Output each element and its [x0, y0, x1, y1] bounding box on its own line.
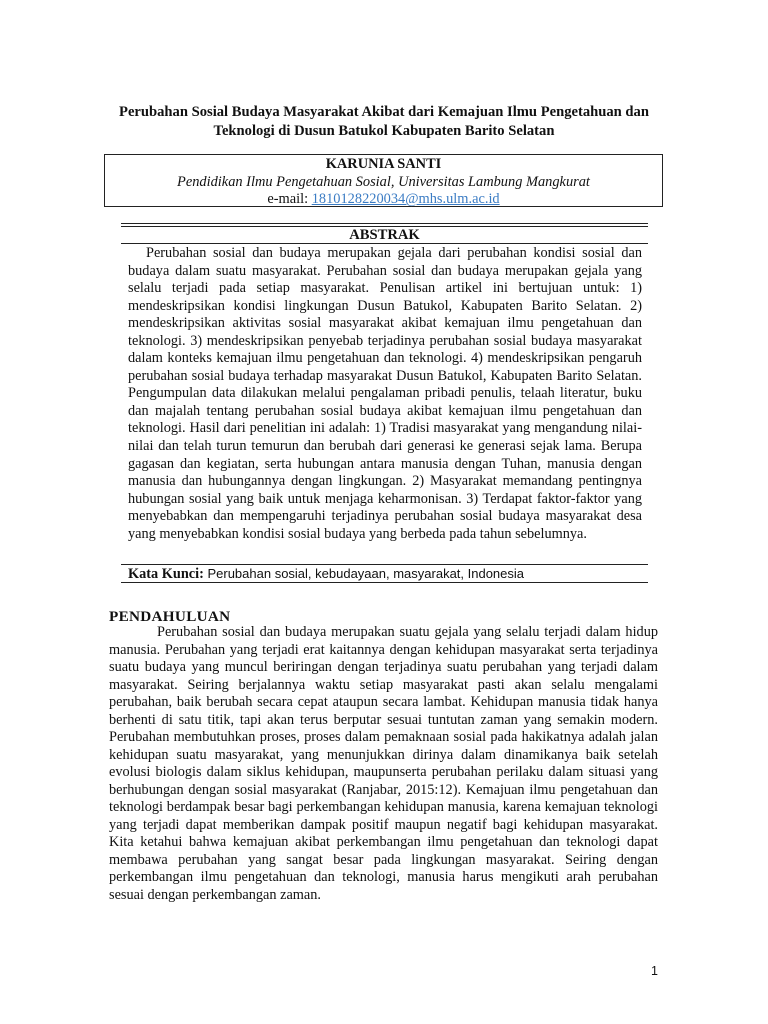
- keywords-bottom-rule: [121, 582, 648, 583]
- author-name: KARUNIA SANTI: [325, 156, 442, 172]
- abstract-body: Perubahan sosial dan budaya merupakan gejala dari perubahan kondisi sosial dan budaya dalam suatu masyarakat. Perubahan sosial dan budaya merupakan gejala yang selalu terjadi pada setiap masyarakat. Penulisan artikel ini bertujuan untuk: 1) mendeskripsikan kondisi lingkungan Dusun Batukol, Kabupaten Barito Selatan. 2) mendeskripsikan aktivitas sosial masyarakat akibat kemajuan ilmu pengetahuan dan teknologi. 3) mendeskripsikan penyebab terjadinya perubahan sosial budaya masyarakat dalam konteks kemajuan ilmu pengetahuan dan teknologi. 4) mendeskripsikan pengaruh perubahan sosial budaya terhadap masyarakat Dusun Batukol, Kabupaten Barito Selatan. Pengumpulan data dilakukan melalui pengalaman pribadi penulis, telaah literatur, buku dan majalah tentang perubahan sosial budaya akibat kemajuan ilmu pengetahuan dan teknologi. Hasil dari penelitian ini adalah: 1) Tradisi masyarakat yang mengandung nilai-nilai dan telah turun temurun dan berubah dari generasi ke generasi sejak lama. Berupa gagasan dan kegiatan, serta hubungan antara manusia dengan Tuhan, manusia dengan manusia dan hubungannya dengan lingkungan. 2) Masyarakat memandang pentingnya hubungan sosial yang baik untuk menjaga keharmonisan. 3) Terdapat faktor-faktor yang menyebabkan dan mempengaruhi terjadinya perubahan sosial budaya masyarakat desa yang menyebabkan kondisi sosial budaya yang berbeda pada tahun sebelumnya.: [128, 245, 642, 542]
- keywords-label: Kata Kunci:: [128, 566, 204, 582]
- abstract-heading: ABSTRAK: [349, 227, 420, 243]
- email-link[interactable]: 181012822003​4@mhs.ulm.ac.id: [311, 191, 500, 207]
- author-affiliation: Pendidikan Ilmu Pengetahuan Sosial, Universitas Lambung Mangkurat: [177, 173, 590, 190]
- author-email-line: [105, 191, 662, 209]
- section-heading-introduction: PENDAHULUAN: [109, 608, 231, 625]
- abstract-heading-rule: [121, 243, 648, 244]
- email-label: e-mail:: [267, 191, 312, 207]
- page-number: 1: [651, 964, 658, 978]
- author-box: [104, 154, 663, 207]
- paper-title: Perubahan Sosial Budaya Masyarakat Akibat dari Kemajuan Ilmu Pengetahuan dan Teknologi di Dusun Batukol Kabupaten Barito Selatan: [119, 104, 649, 139]
- introduction-body: Perubahan sosial dan budaya merupakan suatu gejala yang selalu terjadi dalam hidup manusia. Perubahan yang terjadi erat kaitannya dengan kehidupan masyarakat serta terjadinya suatu budaya yang muncul beriringan dengan terjadinya suatu perubahan yang terjadi dalam masyarakat. Seiring berjalannya waktu setiap masyarakat pasti akan selalu mengalami perubahan, baik berubah secara cepat ataupun secara lambat. Kehidupan manusia tidak hanya berhenti di satu titik, tapi akan terus berputar sesuai tuntutan zaman yang semakin modern. Perubahan membutuhkan proses, proses dalam pemaknaan sosial pada hakikatnya adalah jalan kehidupan suatu masyarakat, yang menunjukkan dirinya dalam dinamikanya baik setelah evolusi biologis dalam siklus kehidupan, maupunserta perubahan perilaku dalam situasi yang berhubungan dengan sosial masyarakat (Ranjabar, 2015:12). Kemajuan ilmu pengetahuan dan teknologi berdampak besar bagi perkembangan kehidupan manusia, karena kemajuan teknologi yang terjadi dapat memberikan dampak positif maupun negatif bagi kehidupan masyarakat. Kita ketahui bahwa kemajuan akibat perkembangan ilmu pengetahuan dan teknologi dapat membawa perubahan yang sangat besar pada lingkungan masyarakat. Seiring dengan perkembangan ilmu pengetahuan dan teknologi, manusia harus mengikuti arah perubahan sesuai dengan perkembangan zaman.: [109, 624, 658, 903]
- keywords-text: Perubahan sosial, kebudayaan, masyarakat, Indonesia: [203, 566, 525, 581]
- keywords-line: [128, 565, 642, 583]
